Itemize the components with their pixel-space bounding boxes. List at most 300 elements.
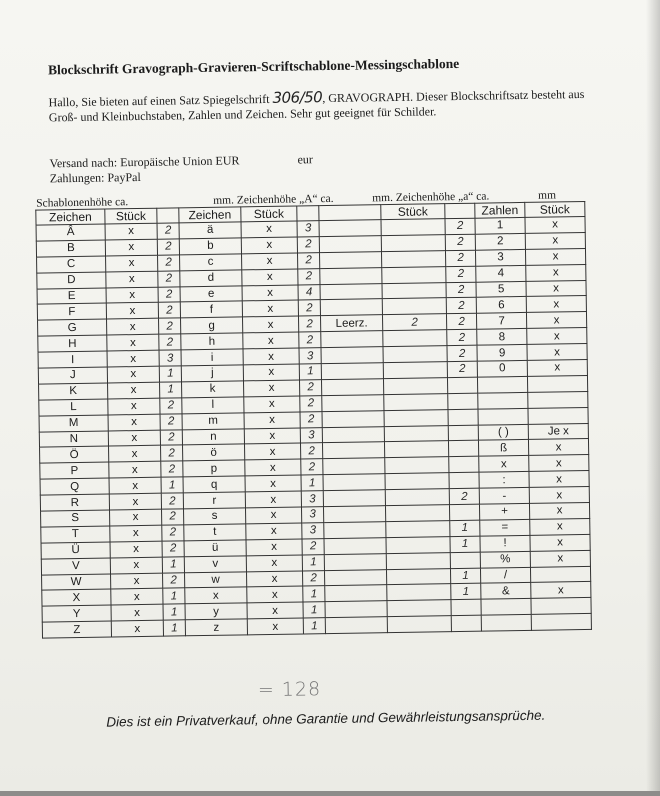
upper-x-cell: x — [108, 382, 160, 399]
lower-letter-cell: g — [181, 317, 243, 334]
lower-x-cell: x — [244, 412, 300, 429]
number-x-cell: x — [530, 518, 590, 535]
handwritten-total: = 128 — [257, 678, 322, 702]
misc-count-cell — [386, 552, 450, 569]
upper-letter-cell: C — [37, 256, 106, 273]
number-symbol-cell: - — [479, 488, 529, 505]
number-x-cell: x — [526, 296, 586, 313]
upper-x-cell: x — [108, 414, 160, 431]
lower-letter-cell: ä — [179, 222, 241, 239]
number-symbol-cell: 7 — [476, 313, 526, 330]
lower-x-cell: x — [246, 555, 302, 572]
lower-count-cell: 2 — [297, 237, 319, 253]
upper-letter-cell: Ü — [41, 542, 110, 559]
number-count-cell: 1 — [450, 520, 480, 536]
number-symbol-cell: 1 — [475, 217, 525, 234]
number-symbol-cell: ! — [480, 535, 530, 552]
lower-letter-cell: d — [180, 270, 242, 287]
inventory-table — [35, 201, 592, 639]
upper-letter-cell: Z — [42, 621, 111, 638]
number-symbol-cell: / — [480, 567, 530, 584]
number-x-cell: x — [525, 216, 585, 233]
upper-letter-cell: X — [42, 589, 111, 606]
misc-count-cell — [387, 616, 451, 633]
upper-count-cell: 1 — [161, 477, 183, 493]
upper-count-cell: 2 — [157, 239, 179, 255]
lower-x-cell: x — [243, 364, 299, 381]
lower-x-cell: x — [242, 300, 298, 317]
misc-count-cell — [385, 489, 449, 506]
number-symbol-cell: + — [479, 503, 529, 520]
misc-count-cell — [386, 521, 450, 538]
lower-count-cell: 3 — [299, 348, 321, 364]
upper-x-cell: x — [109, 493, 161, 510]
lower-x-cell: x — [245, 507, 301, 524]
number-count-cell: 2 — [446, 282, 476, 298]
upper-count-cell: 2 — [158, 286, 180, 302]
upper-x-cell: x — [109, 477, 161, 494]
number-x-cell — [531, 614, 591, 631]
number-symbol-cell: % — [480, 551, 530, 568]
lower-count-cell: 4 — [298, 284, 320, 300]
number-count-cell: 2 — [445, 250, 475, 266]
upper-count-cell: 2 — [159, 334, 181, 350]
lower-letter-cell: w — [185, 571, 247, 588]
upper-x-cell: x — [108, 398, 160, 415]
lower-count-cell: 3 — [300, 427, 322, 443]
col-misc — [319, 205, 381, 221]
lower-count-cell: 1 — [303, 618, 325, 634]
lower-letter-cell: m — [182, 413, 244, 430]
number-x-cell: x — [529, 471, 589, 488]
misc-count-cell — [384, 441, 448, 458]
lower-letter-cell: f — [180, 301, 242, 318]
upper-letter-cell: V — [41, 558, 110, 575]
upper-count-cell: 2 — [161, 445, 183, 461]
number-count-cell: 1 — [450, 568, 480, 584]
upper-x-cell: x — [107, 366, 159, 383]
lower-x-cell: x — [241, 237, 297, 254]
col-stueck-lower: Stück — [241, 206, 297, 222]
number-count-cell: 2 — [447, 329, 477, 345]
upper-count-cell: 1 — [160, 382, 182, 398]
lower-count-cell: 2 — [302, 538, 324, 554]
misc-count-cell — [382, 298, 446, 315]
upper-letter-cell: Â — [36, 224, 105, 241]
number-symbol-cell: 4 — [476, 265, 526, 282]
number-symbol-cell: ß — [478, 440, 528, 457]
number-symbol-cell: 0 — [477, 360, 527, 377]
upper-count-cell: 2 — [158, 302, 180, 318]
col-count-numbers — [445, 203, 475, 218]
upper-x-cell: x — [111, 573, 163, 590]
misc-count-cell — [382, 266, 446, 283]
upper-letter-cell: M — [39, 415, 108, 432]
upper-x-cell: x — [107, 319, 159, 336]
upper-count-cell: 2 — [157, 223, 179, 239]
lower-x-cell: x — [243, 332, 299, 349]
lower-x-cell: x — [245, 491, 301, 508]
handwritten-set-number: 306/50 — [272, 88, 323, 107]
number-count-cell: 1 — [450, 536, 480, 552]
misc-label-cell — [324, 553, 386, 570]
upper-letter-cell: H — [38, 335, 107, 352]
misc-label-cell — [324, 537, 386, 554]
upper-x-cell: x — [110, 557, 162, 574]
misc-label-cell — [322, 410, 384, 427]
misc-count-cell — [387, 600, 451, 617]
misc-label-cell — [323, 490, 385, 507]
lower-letter-cell: b — [179, 238, 241, 255]
misc-label-cell — [325, 585, 387, 602]
lower-count-cell: 2 — [302, 570, 324, 586]
lower-letter-cell: y — [185, 603, 247, 620]
number-count-cell — [448, 409, 478, 425]
header-template-height: Schablonenhöhe ca. — [36, 196, 129, 210]
upper-count-cell: 2 — [162, 525, 184, 541]
number-count-cell: 2 — [446, 266, 476, 282]
number-count-cell: 2 — [447, 345, 477, 361]
misc-label-cell — [323, 474, 385, 491]
col-stueck-upper: Stück — [105, 208, 157, 224]
number-count-cell — [449, 504, 479, 520]
number-symbol-cell: & — [481, 583, 531, 600]
misc-count-cell — [385, 457, 449, 474]
lower-count-cell: 3 — [302, 523, 324, 539]
header-lowercase-height: mm. Zeichenhöhe „a“ ca. — [372, 190, 490, 205]
lower-count-cell: 2 — [298, 316, 320, 332]
lower-letter-cell: c — [180, 254, 242, 271]
number-symbol-cell: 8 — [477, 329, 527, 346]
misc-label-cell — [322, 426, 384, 443]
number-count-cell — [448, 441, 478, 457]
lower-x-cell: x — [246, 539, 302, 556]
misc-label-cell — [319, 220, 381, 237]
lower-count-cell: 1 — [303, 586, 325, 602]
col-stueck-misc: Stück — [381, 204, 445, 220]
lower-letter-cell: p — [183, 460, 245, 477]
shipping-currency: eur — [297, 152, 313, 167]
number-x-cell: Je x — [528, 423, 588, 440]
lower-count-cell: 2 — [301, 459, 323, 475]
number-count-cell — [448, 393, 478, 409]
lower-x-cell: x — [246, 571, 302, 588]
intro-text-start: Hallo, Sie bieten auf einen Satz Spiegelschrift — [48, 91, 273, 110]
lower-count-cell: 2 — [298, 268, 320, 284]
upper-x-cell: x — [111, 620, 163, 637]
number-x-cell: x — [527, 344, 587, 361]
upper-x-cell: x — [109, 446, 161, 463]
document-title: Blockschrift Gravograph-Gravieren-Scriftschablone-Messingschablone — [47, 55, 460, 78]
lower-x-cell: x — [247, 618, 303, 635]
number-x-cell: x — [529, 455, 589, 472]
upper-count-cell: 1 — [159, 366, 181, 382]
lower-letter-cell: ö — [183, 444, 245, 461]
number-x-cell — [528, 391, 588, 408]
misc-label-cell — [323, 458, 385, 475]
lower-count-cell: 3 — [301, 491, 323, 507]
upper-x-cell: x — [106, 287, 158, 304]
lower-x-cell: x — [242, 269, 298, 286]
upper-letter-cell: F — [37, 303, 106, 320]
upper-x-cell: x — [110, 525, 162, 542]
misc-count-cell — [384, 425, 448, 442]
upper-x-cell: x — [110, 509, 162, 526]
misc-label-cell — [323, 506, 385, 523]
misc-count-cell — [383, 330, 447, 347]
misc-count-cell — [384, 409, 448, 426]
upper-letter-cell: B — [36, 240, 105, 257]
number-count-cell — [448, 425, 478, 441]
number-x-cell — [527, 375, 587, 392]
misc-label-cell — [322, 442, 384, 459]
lower-x-cell: x — [247, 586, 303, 603]
upper-letter-cell: Q — [40, 478, 109, 495]
upper-x-cell: x — [110, 541, 162, 558]
upper-letter-cell: R — [40, 494, 109, 511]
number-count-cell — [450, 552, 480, 568]
upper-count-cell: 3 — [159, 350, 181, 366]
upper-letter-cell: W — [42, 574, 111, 591]
lower-count-cell: 2 — [298, 300, 320, 316]
upper-count-cell: 2 — [162, 541, 184, 557]
upper-x-cell: x — [105, 239, 157, 256]
number-x-cell: x — [526, 280, 586, 297]
disclaimer-footer: Dies ist ein Privatverkauf, ohne Garantie und Gewährleistungsansprüche. — [106, 707, 546, 730]
upper-x-cell: x — [108, 430, 160, 447]
header-mm-unit: mm — [538, 189, 557, 202]
lower-x-cell: x — [245, 475, 301, 492]
lower-letter-cell: ü — [184, 540, 246, 557]
upper-count-cell: 2 — [162, 509, 184, 525]
upper-x-cell: x — [111, 605, 163, 622]
misc-label-cell — [324, 569, 386, 586]
misc-count-cell — [381, 219, 445, 236]
upper-count-cell: 2 — [161, 461, 183, 477]
lower-count-cell: 1 — [299, 364, 321, 380]
upper-letter-cell: S — [41, 510, 110, 527]
lower-letter-cell: r — [183, 492, 245, 509]
number-x-cell: x — [529, 487, 589, 504]
lower-letter-cell: n — [182, 428, 244, 445]
number-count-cell: 2 — [447, 361, 477, 377]
lower-count-cell: 2 — [299, 380, 321, 396]
lower-letter-cell: i — [181, 349, 243, 366]
misc-count-cell — [385, 473, 449, 490]
lower-x-cell: x — [245, 459, 301, 476]
misc-count-cell: 2 — [382, 314, 446, 331]
number-x-cell: x — [527, 359, 587, 376]
misc-count-cell — [386, 536, 450, 553]
misc-count-cell — [383, 362, 447, 379]
col-zeichen-upper: Zeichen — [36, 209, 105, 225]
lower-x-cell: x — [244, 443, 300, 460]
lower-x-cell: x — [241, 221, 297, 238]
upper-letter-cell: E — [37, 288, 106, 305]
upper-x-cell: x — [106, 303, 158, 320]
misc-label-cell — [325, 617, 387, 634]
shipping-label: Versand nach: Europäische Union EUR — [49, 153, 240, 171]
misc-count-cell — [382, 282, 446, 299]
upper-count-cell: 2 — [159, 318, 181, 334]
upper-count-cell: 2 — [161, 493, 183, 509]
misc-label-cell: Leerz. — [320, 315, 382, 332]
col-count-lower — [297, 206, 319, 221]
lower-letter-cell: x — [185, 587, 247, 604]
upper-x-cell: x — [107, 350, 159, 367]
number-symbol-cell — [478, 392, 528, 409]
number-count-cell — [451, 615, 481, 631]
misc-label-cell — [319, 236, 381, 253]
lower-x-cell: x — [244, 396, 300, 413]
header-uppercase-height: mm. Zeichenhöhe „A“ ca. — [213, 192, 334, 207]
number-count-cell — [449, 472, 479, 488]
misc-label-cell — [319, 251, 381, 268]
number-count-cell: 1 — [451, 584, 481, 600]
lower-count-cell: 3 — [297, 221, 319, 237]
upper-count-cell: 2 — [160, 398, 182, 414]
intro-text-end: , GRAVOGRAPH. Dieser Blockschriftsatz besteht aus Groß- und Kleinbuchstaben, Zahlen und Zeichen. Sehr gut geeignet für Schilder. — [48, 86, 585, 125]
upper-count-cell: 1 — [163, 620, 185, 636]
lower-count-cell: 1 — [301, 475, 323, 491]
upper-letter-cell: D — [37, 272, 106, 289]
number-count-cell: 2 — [446, 298, 476, 314]
number-symbol-cell: 5 — [476, 281, 526, 298]
misc-count-cell — [383, 378, 447, 395]
lower-letter-cell: l — [182, 397, 244, 414]
upper-letter-cell: I — [38, 351, 107, 368]
misc-label-cell — [320, 267, 382, 284]
misc-count-cell — [387, 584, 451, 601]
upper-count-cell: 2 — [158, 255, 180, 271]
number-x-cell — [530, 566, 590, 583]
lower-count-cell: 1 — [303, 602, 325, 618]
misc-label-cell — [320, 283, 382, 300]
number-symbol-cell: 6 — [476, 297, 526, 314]
number-x-cell: x — [526, 264, 586, 281]
number-symbol-cell: = — [480, 519, 530, 536]
upper-count-cell: 2 — [160, 414, 182, 430]
shipping-line — [49, 152, 313, 171]
upper-letter-cell: Y — [42, 605, 111, 622]
number-symbol-cell: 3 — [475, 249, 525, 266]
upper-letter-cell: K — [39, 383, 108, 400]
lower-letter-cell: s — [184, 508, 246, 525]
number-symbol-cell — [477, 376, 527, 393]
upper-letter-cell: J — [38, 367, 107, 384]
lower-count-cell: 1 — [302, 554, 324, 570]
upper-count-cell: 1 — [163, 604, 185, 620]
number-x-cell: x — [531, 582, 591, 599]
upper-count-cell: 2 — [158, 271, 180, 287]
number-symbol-cell — [481, 599, 531, 616]
number-symbol-cell: 2 — [475, 233, 525, 250]
payment-line: Zahlungen: PayPal — [49, 169, 141, 186]
misc-count-cell — [385, 505, 449, 522]
lower-letter-cell: k — [182, 381, 244, 398]
col-zahlen: Zahlen — [475, 202, 525, 218]
number-count-cell: 2 — [449, 488, 479, 504]
upper-letter-cell: G — [38, 319, 107, 336]
misc-count-cell — [381, 235, 445, 252]
number-count-cell — [451, 600, 481, 616]
upper-count-cell: 1 — [162, 557, 184, 573]
lower-letter-cell: q — [183, 476, 245, 493]
number-x-cell: x — [525, 248, 585, 265]
lower-letter-cell: h — [181, 333, 243, 350]
upper-letter-cell: T — [41, 526, 110, 543]
number-count-cell: 2 — [446, 314, 476, 330]
lower-letter-cell: j — [181, 365, 243, 382]
intro-paragraph — [48, 86, 598, 126]
misc-count-cell — [381, 250, 445, 267]
upper-count-cell: 1 — [163, 588, 185, 604]
misc-count-cell — [384, 393, 448, 410]
number-x-cell — [528, 407, 588, 424]
upper-x-cell: x — [106, 271, 158, 288]
number-count-cell — [447, 377, 477, 393]
lower-x-cell: x — [244, 428, 300, 445]
upper-count-cell: 2 — [163, 572, 185, 588]
misc-count-cell — [383, 346, 447, 363]
upper-count-cell: 2 — [160, 429, 182, 445]
misc-label-cell — [321, 379, 383, 396]
lower-x-cell: x — [242, 285, 298, 302]
lower-count-cell: 2 — [297, 252, 319, 268]
number-x-cell: x — [525, 232, 585, 249]
lower-x-cell: x — [247, 602, 303, 619]
number-symbol-cell — [478, 408, 528, 425]
number-count-cell — [449, 457, 479, 473]
upper-x-cell: x — [109, 462, 161, 479]
number-x-cell: x — [529, 502, 589, 519]
lower-letter-cell: z — [185, 619, 247, 636]
lower-count-cell: 2 — [300, 411, 322, 427]
number-x-cell: x — [530, 534, 590, 551]
lower-count-cell: 3 — [301, 507, 323, 523]
lower-x-cell: x — [243, 316, 299, 333]
misc-label-cell — [321, 331, 383, 348]
misc-label-cell — [321, 347, 383, 364]
number-count-cell: 2 — [445, 234, 475, 250]
upper-letter-cell: N — [39, 431, 108, 448]
number-x-cell: x — [526, 312, 586, 329]
number-x-cell: x — [528, 439, 588, 456]
number-symbol-cell: x — [479, 456, 529, 473]
number-symbol-cell: : — [479, 472, 529, 489]
lower-letter-cell: t — [184, 524, 246, 541]
lower-count-cell: 2 — [300, 395, 322, 411]
upper-x-cell: x — [105, 223, 157, 240]
lower-x-cell: x — [244, 380, 300, 397]
lower-letter-cell: v — [184, 556, 246, 573]
misc-label-cell — [324, 522, 386, 539]
upper-x-cell: x — [107, 334, 159, 351]
upper-x-cell: x — [106, 255, 158, 272]
misc-count-cell — [386, 568, 450, 585]
col-count-upper — [157, 208, 179, 223]
number-x-cell — [531, 598, 591, 615]
number-symbol-cell: 9 — [477, 345, 527, 362]
misc-label-cell — [321, 363, 383, 380]
misc-label-cell — [322, 394, 384, 411]
lower-count-cell: 2 — [299, 332, 321, 348]
number-x-cell: x — [530, 550, 590, 567]
lower-x-cell: x — [243, 348, 299, 365]
upper-letter-cell: P — [40, 462, 109, 479]
upper-letter-cell: L — [39, 399, 108, 416]
lower-count-cell: 2 — [300, 443, 322, 459]
